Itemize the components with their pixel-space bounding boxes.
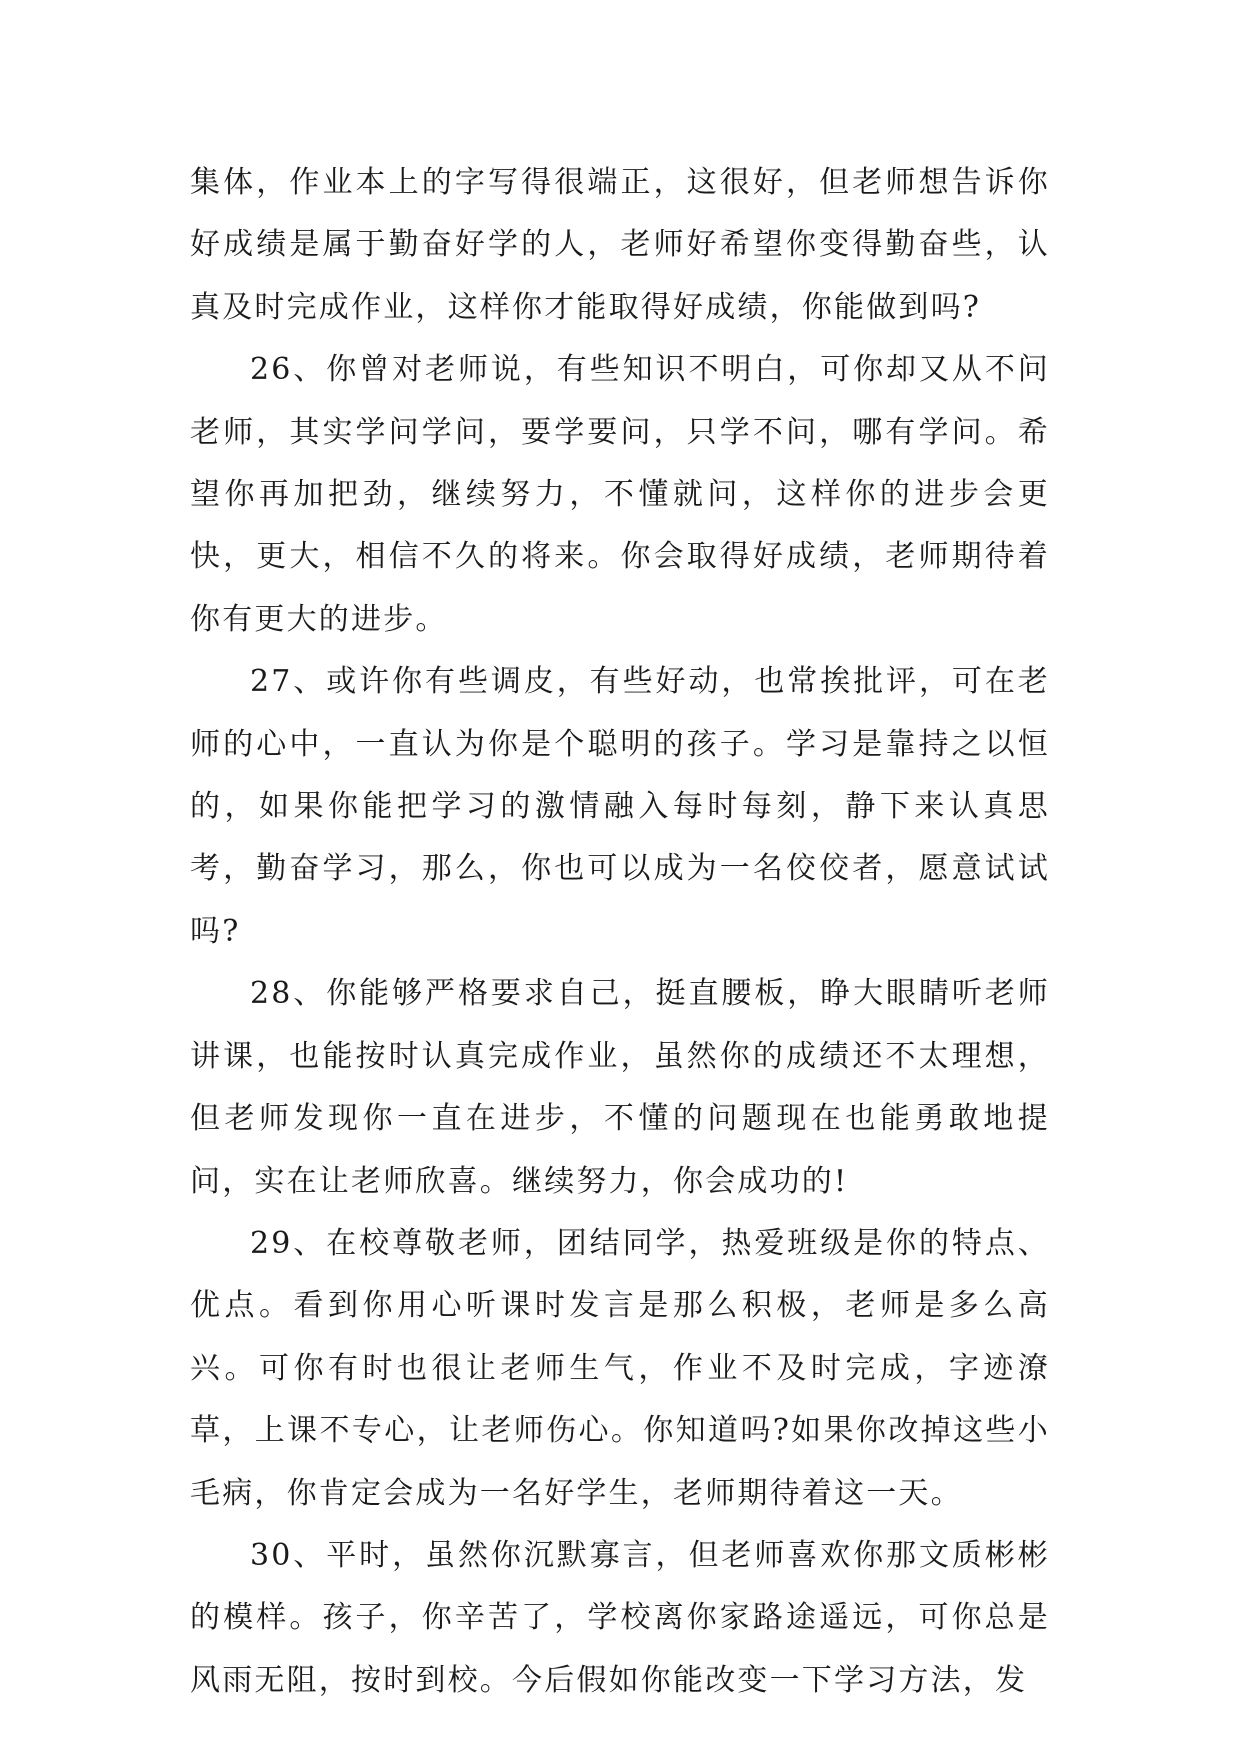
paragraph-continued: 集体，作业本上的字写得很端正，这很好，但老师想告诉你好成绩是属于勤奋好学的人，老师好希望你变得勤奋些，认真及时完成作业，这样你才能取得好成绩，你能做到吗? (190, 165, 1050, 325)
paragraph-29: 29、在校尊敬老师，团结同学，热爱班级是你的特点、优点。看到你用心听课时发言是那么积极，老师是多么高兴。可你有时也很让老师生气，作业不及时完成，字迹潦草，上课不专心，让老师伤心。你知道吗?如果你改掉这些小毛病，你肯定会成为一名好学生，老师期待着这一天。 (190, 1225, 1050, 1511)
paragraph-27: 27、或许你有些调皮，有些好动，也常挨批评，可在老师的心中，一直认为你是个聪明的孩子。学习是靠持之以恒的，如果你能把学习的激情融入每时每刻，静下来认真思考，勤奋学习，那么，你也可以成为一名佼佼者，愿意试试吗? (190, 664, 1050, 949)
paragraph-30: 30、平时，虽然你沉默寡言，但老师喜欢你那文质彬彬的模样。孩子，你辛苦了，学校离你家路途遥远，可你总是风雨无阻，按时到校。今后假如你能改变一下学习方法，发 (190, 1537, 1050, 1698)
paragraph-28: 28、你能够严格要求自己，挺直腰板，睁大眼睛听老师讲课，也能按时认真完成作业，虽然你的成绩还不太理想，但老师发现你一直在进步，不懂的问题现在也能勇敢地提问，实在让老师欣喜。继续努力，你会成功的! (190, 976, 1050, 1199)
document-body (190, 152, 1050, 1712)
paragraph-26: 26、你曾对老师说，有些知识不明白，可你却又从不问老师，其实学问学问，要学要问，只学不问，哪有学问。希望你再加把劲，继续努力，不懂就问，这样你的进步会更快，更大，相信不久的将来。你会取得好成绩，老师期待着你有更大的进步。 (190, 352, 1050, 637)
